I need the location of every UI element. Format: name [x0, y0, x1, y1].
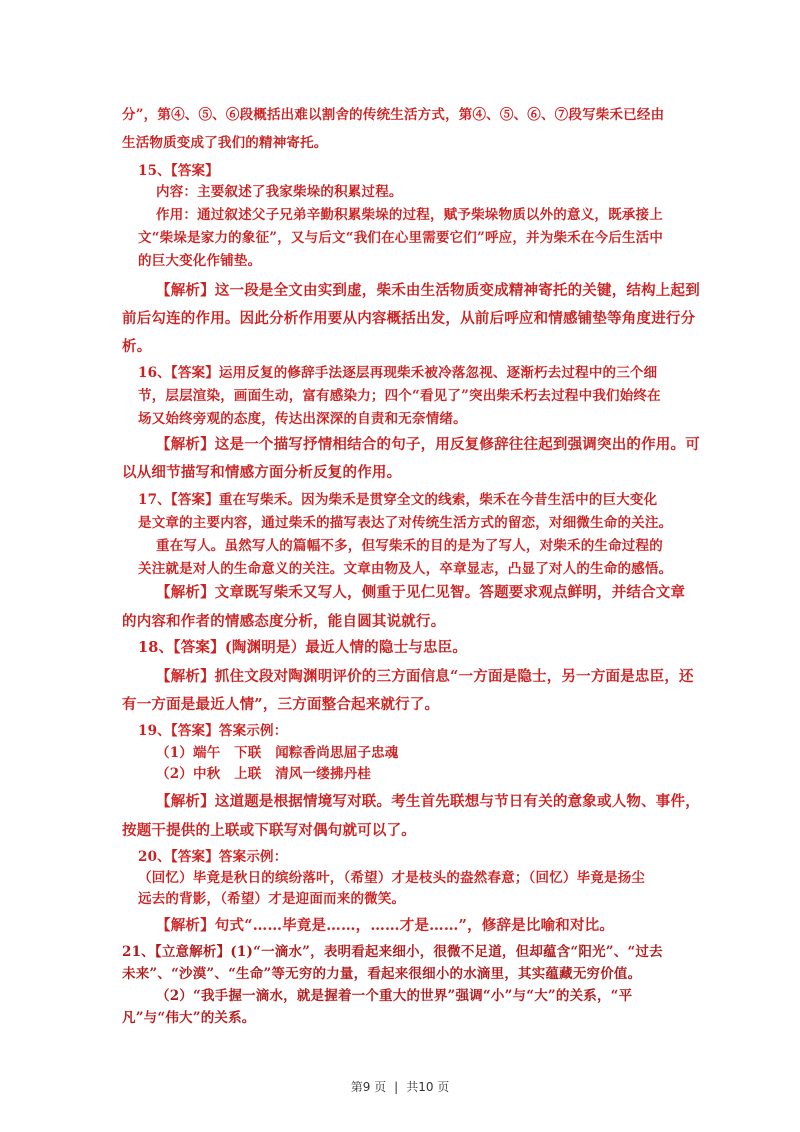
text-line: 内容：主要叙述了我家柴垛的积累过程。: [156, 184, 403, 200]
text-line: 文“柴垛是家力的象征”，又与后文“我们在心里需要它们”呼应，并为柴禾在今后生活中: [138, 230, 664, 246]
answer-heading: 19、【答案】答案示例：: [138, 723, 288, 739]
text-line: 远去的背影，（希望）才是迎面而来的微笑。: [138, 891, 406, 907]
text-line: 的内容和作者的情感态度分析，能自圆其说就行。: [122, 613, 446, 630]
text-line: 是文章的主要内容，通过柴禾的描写表达了对传统生活方式的留恋，对细微生命的关注。: [138, 515, 673, 531]
text-line: 前后勾连的作用。因此分析作用要从内容概括出发，从前后呼应和情感铺垫等角度进行分: [122, 310, 696, 327]
text-line: （2）“我手握一滴水，就是握着一个重大的世界”强调“小”与“大”的关系，“平: [156, 988, 633, 1004]
text-line: 场又始终旁观的态度，传达出深深的自责和无奈情绪。: [138, 411, 467, 427]
analysis-line: 【解析】文章既写柴禾又写人，侧重于见仁见智。答题要求观点鲜明，并结合文章: [156, 584, 686, 601]
text-line: 凡”与“伟大”的关系。: [122, 1010, 256, 1026]
text-line: 分”，第④、⑤、⑥段概括出难以割舍的传统生活方式，第④、⑤、⑥、⑦段写柴禾已经由: [122, 107, 665, 123]
text-line: 生活物质变成了我们的精神寄托。: [122, 135, 328, 151]
analysis-line: 【解析】句式“……毕竟是……，……才是……”，修辞是比喻和对比。: [156, 917, 615, 934]
page-footer: [0, 1078, 800, 1095]
answer-heading: 20、【答案】答案示例：: [138, 849, 288, 865]
answer-heading: 16、【答案】运用反复的修辞手法逐层再现柴禾被冷落忽视、逐渐朽去过程中的三个细: [138, 365, 658, 381]
text-line: 以从细节描写和情感方面分析反复的作用。: [122, 464, 402, 481]
analysis-line: 【解析】这是一个描写抒情相结合的句子，用反复修辞往往起到强调突出的作用。可: [156, 436, 700, 453]
page-total: 共10 页: [406, 1080, 450, 1094]
analysis-line: 【解析】这一段是全文由实到虚，柴禾由生活物质变成精神寄托的关键，结构上起到: [156, 282, 700, 299]
text-line: 的巨大变化作铺垫。: [138, 253, 262, 269]
text-line: （2）中秋 上联 清风一缕拂丹桂: [156, 766, 372, 782]
text-line: 析。: [122, 338, 152, 355]
text-line: 节，层层渲染，画面生动，富有感染力；四个“看见了”突出柴禾朽去过程中我们始终在: [138, 388, 661, 404]
answer-heading: 15、【答案】: [138, 163, 219, 179]
text-line: 有一方面是最近人情”，三方面整合起来就行了。: [122, 696, 440, 713]
text-line: 作用：通过叙述父子兄弟辛勤积累柴垛的过程，赋予柴垛物质以外的意义，既承接上: [156, 207, 663, 223]
answer-heading: 18、【答案】(陶渊明是）最近人情的隐士与忠臣。: [138, 639, 468, 656]
text-line: （1）端午 下联 闻粽香尚思屈子忠魂: [156, 745, 399, 761]
analysis-line: 【解析】抓住文段对陶渊明评价的三方面信息“一方面是隐士，另一方面是忠臣，还: [156, 668, 694, 685]
analysis-line: 【解析】这道题是根据情境写对联。考生首先联想与节日有关的意象或人物、事件，: [156, 793, 700, 810]
text-line: 按题干提供的上联或下联写对偶句就可以了。: [122, 822, 416, 839]
page-number: 第9 页: [350, 1080, 387, 1094]
text-line: 关注就是对人的生命意义的关注。文章由物及人，卒章显志，凸显了对人的生命的感悟。: [138, 561, 673, 577]
text-line: 重在写人。虽然写人的篇幅不多，但写柴禾的目的是为了写人，对柴禾的生命过程的: [156, 538, 663, 554]
text-line: （回忆）毕竟是秋日的缤纷落叶，（希望）才是枝头的盎然春意；（回忆）毕竟是扬尘: [138, 870, 646, 886]
answer-heading: 21、【立意解析】(1)“一滴水”，表明看起来细小，很微不足道，但却蕴含“阳光”、“过去: [122, 944, 663, 960]
footer-separator: |: [394, 1080, 399, 1094]
text-line: 未来”、“沙漠”、“生命”等无穷的力量，看起来很细小的水滴里，其实蕴藏无穷价值。: [122, 966, 642, 982]
answer-heading: 17、【答案】重在写柴禾。因为柴禾是贯穿全文的线索，柴禾在今昔生活中的巨大变化: [138, 492, 658, 508]
